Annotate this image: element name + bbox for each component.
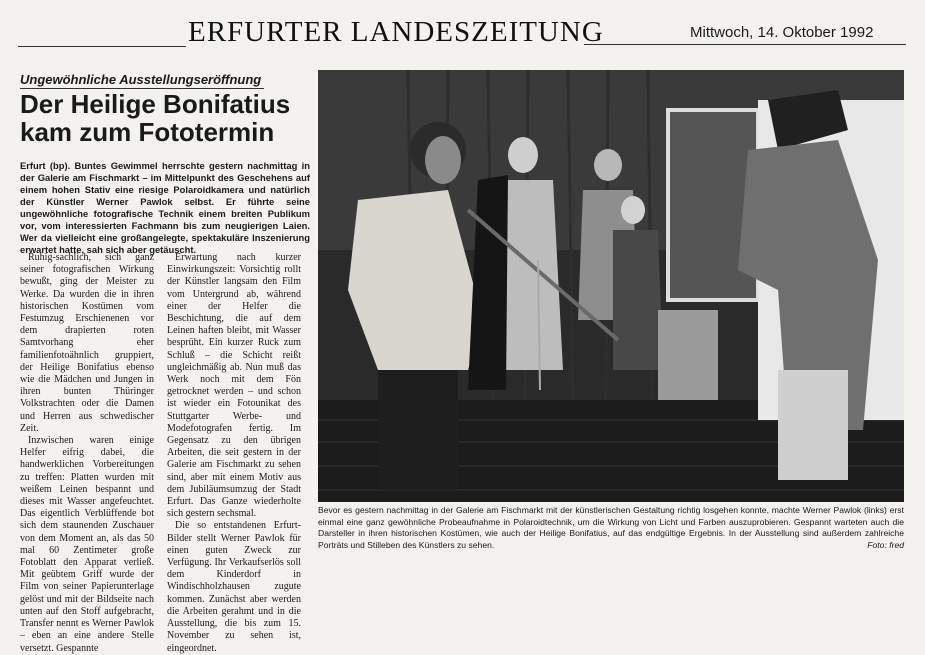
body-column-2 [167, 252, 301, 654]
newspaper-title: ERFURTER LANDESZEITUNG [188, 16, 604, 48]
masthead-rule-left [18, 46, 186, 47]
body-column-1 [20, 252, 154, 654]
article-headline [20, 90, 320, 146]
body-paragraph: Ruhig-sachlich, sich ganz seiner fotografischen Wirkung bewußt, ging der Meister zu Werke. Da wurden die in ihren historischen Kostümen vom Festumzug Erschienenen vor dem drapierten roten Samtvorhang eher familienfotoähnlich gruppiert, der Heilige Bonifatius ebenso wie die Mädchen und Jungen in ihren bunten Thüringer Volkstrachten oder die Damen und Herren aus schwedischer Zeit. [20, 252, 154, 434]
photo-credit: Foto: fred [867, 539, 904, 550]
headline-line-1: Der Heilige Bonifatius [20, 89, 291, 119]
caption-text: Bevor es gestern nachmittag in der Galerie am Fischmarkt mit der künstlerischen Gestaltung richtig losgehen konnte, machte Werner Pawlok (links) erst einmal eine ganz gewöhnliche Probeaufnahme in Polaroidtechnik, um die Wirkung von Licht und Farben auszuprobieren. Gespannt warteten auch die Darsteller in ihren historischen Kostümen, wie auch der Heilige Bonifatius, auf das endgültige Ergebnis. In der Ausstellung sind außerdem zahlreiche Porträts und Stilleben des Künstlers zu sehen. [318, 505, 904, 550]
headline-line-2: kam zum Fototermin [20, 117, 275, 147]
issue-date: Mittwoch, 14. Oktober 1992 [690, 24, 874, 41]
masthead-rule-right [584, 44, 906, 45]
photo-caption [318, 505, 904, 559]
article-kicker: Ungewöhnliche Ausstellungseröffnung [20, 72, 262, 87]
article-photo [318, 70, 904, 502]
article-lead: Erfurt (bp). Buntes Gewimmel herrschte gestern nachmittag in der Galerie am Fischmarkt – im Mittelpunkt des Geschehens auf einem hohen Stativ eine riesige Polaroidkamera und natürlich der Künstler Werner Pawlok selbst. Er führte seine ungewöhnliche fotografische Technik einem breiten Publikum vor, vom interessierten Fachmann bis zum neugierigen Laien. Wer da vielleicht eine großangelegte, spektakuläre Inszenierung erwartet hatte, sah sich aber getäuscht. [20, 160, 310, 255]
body-paragraph: Erwartung nach kurzer Einwirkungszeit: Vorsichtig rollt der Künstler langsam den Film vom Untergrund ab, während einer der Helfer die Beschichtung, die auf dem Leinen haften bleibt, mit Wasser besprüht. Ein kurzer Ruck zum Schluß – die Schicht reißt ungleichmäßig ab. Nun muß das Werk noch mit dem Fön getrocknet werden – und schon ist wieder ein Fotounikat des Stuttgarter Werbe- und Modefotografen fertig. Im Gegensatz zu den übrigen Arbeiten, die seit gestern in der Galerie am Fischmarkt zu sehen sind, aber mit einem Motiv aus dem Jubiläumsumzug der Stadt Erfurt. Das Ganze wiederholte sich gestern sechsmal. [167, 252, 301, 520]
body-paragraph: Die so entstandenen Erfurt-Bilder stellt Werner Pawlok für einen guten Zweck zur Verfügung. Ihr Verkaufserlös soll dem Kinderdorf in Windischholzhausen zugute kommen. Zunächst aber werden die Arbeiten gerahmt und in die Ausstellung, die bis zum 15. November zu sehen ist, eingeordnet. [167, 520, 301, 654]
body-paragraph: Inzwischen waren einige Helfer eifrig dabei, die handwerklichen Vorbereitungen zu treffen: Platten wurden mit weißem Leinen bespannt und dieses mit Wasser angefeuchtet. Das eigentlich Verblüffende bot sich dem staunenden Zuschauer von dem Moment an, als das 50 mal 60 Zentimeter große Fotoblatt den Apparat verließ. Mit geübtem Griff wurde der Film von seiner Papierunterlage gelöst und mit der Bildseite nach unten auf den Stoff aufgebracht, Transfer nennt es Werner Pawlok – eben an eine andere Stelle versetzt. Gespannte [20, 435, 154, 654]
